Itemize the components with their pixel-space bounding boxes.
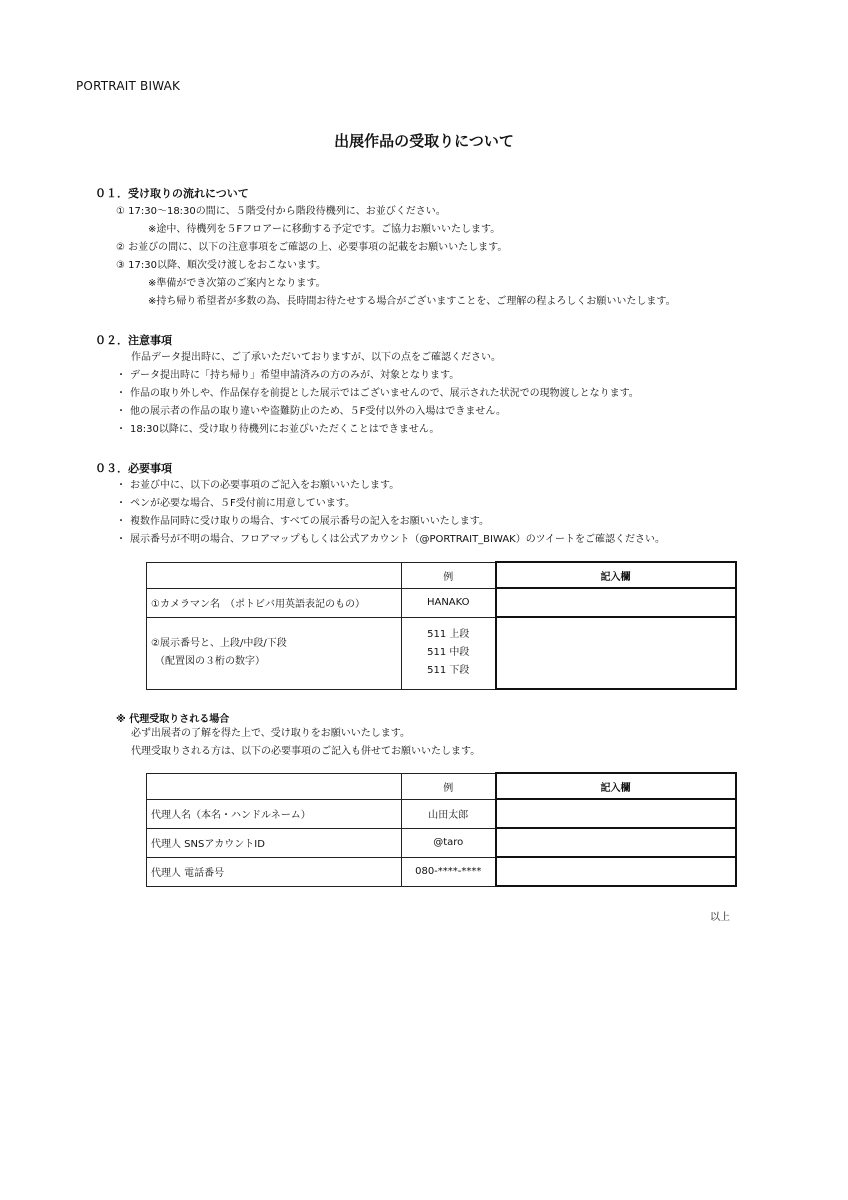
table-header-entry: 記入欄 (496, 773, 736, 799)
example-exhibit-number: 511 上段 511 中段 511 下段 (402, 617, 496, 689)
entry-field-photographer-name[interactable] (496, 588, 736, 617)
row-label-proxy-name: 代理人名（本名・ハンドルネーム） (147, 799, 402, 828)
table-header-blank (147, 562, 402, 588)
bullet: ・ (116, 480, 126, 491)
section1-note-2: ※準備ができ次第のご案内となります。 (148, 278, 326, 289)
bullet: ・ (116, 370, 126, 381)
row-label-photographer-name: ①カメラマン名 （ポトビバ用英語表記のもの） (147, 588, 402, 617)
section3-heading: ０３．必要事項 (95, 462, 172, 475)
table-header-example: 例 (402, 773, 496, 799)
example-proxy-sns: @taro (402, 828, 496, 857)
section1-item-3: ③ 17:30以降、順次受け渡しをおこないます。 (116, 260, 327, 271)
entry-table-proxy (146, 772, 737, 887)
section1-item-1: ① 17:30〜18:30の間に、５階受付から階段待機列に、お並びください。 (116, 206, 446, 217)
proxy-line-1: 必ず出展者の了解を得た上で、受け取りをお願いいたします。 (131, 728, 410, 739)
bullet: ・ (116, 406, 126, 417)
section2-item-1: ・ データ提出時に「持ち帰り」希望申請済みの方のみが、対象となります。 (116, 370, 460, 381)
section3-item-2: ・ ペンが必要な場合、５F受付前に用意しています。 (116, 498, 355, 509)
row-label-proxy-phone: 代理人 電話番号 (147, 857, 402, 886)
table-header-example: 例 (402, 562, 496, 588)
example-proxy-phone: 080-****-**** (402, 857, 496, 886)
bullet: ・ (116, 424, 126, 435)
section2-item-3: ・ 他の展示者の作品の取り違いや盗難防止のため、５F受付以外の入場はできません。 (116, 406, 506, 417)
row-label-proxy-sns: 代理人 SNSアカウントID (147, 828, 402, 857)
entry-table-photographer (146, 561, 737, 690)
proxy-line-2: 代理受取りされる方は、以下の必要事項のご記入も併せてお願いいたします。 (131, 746, 481, 757)
entry-field-exhibit-number[interactable] (496, 617, 736, 689)
table-header-entry: 記入欄 (496, 562, 736, 588)
row-label-exhibit-number: ②展示番号と、上段/中段/下段 （配置図の３桁の数字） (147, 617, 402, 689)
section1-note-3: ※持ち帰り希望者が多数の為、長時間お待たせする場合がございますことを、ご理解の程よろしくお願いいたします。 (148, 296, 676, 307)
closing-text: 以上 (710, 912, 730, 923)
section1-item-2: ② お並びの間に、以下の注意事項をご確認の上、必要事項の記載をお願いいたします。 (116, 242, 508, 253)
bullet: ・ (116, 388, 126, 399)
entry-field-proxy-sns[interactable] (496, 828, 736, 857)
section3-item-1: ・ お並び中に、以下の必要事項のご記入をお願いいたします。 (116, 480, 400, 491)
section3-item-3: ・ 複数作品同時に受け取りの場合、すべての展示番号の記入をお願いいたします。 (116, 516, 489, 527)
section2-item-2: ・ 作品の取り外しや、作品保存を前提とした展示ではございませんので、展示された状況での現物渡しとなります。 (116, 388, 639, 399)
section2-item-4: ・ 18:30以降に、受け取り待機列にお並びいただくことはできません。 (116, 424, 440, 435)
table-header-blank (147, 773, 402, 799)
page-title: 出展作品の受取りについて (334, 132, 514, 150)
bullet: ・ (116, 516, 126, 527)
section2-heading: ０２．注意事項 (95, 334, 172, 347)
section1-heading: ０１．受け取りの流れについて (95, 187, 249, 200)
entry-field-proxy-name[interactable] (496, 799, 736, 828)
bullet: ・ (116, 534, 126, 545)
section1-note-1: ※途中、待機列を５Fフロアーに移動する予定です。ご協力お願いいたします。 (148, 224, 501, 235)
proxy-heading: ※ 代理受取りされる場合 (116, 714, 230, 725)
entry-field-proxy-phone[interactable] (496, 857, 736, 886)
example-photographer-name: HANAKO (402, 588, 496, 617)
bullet: ・ (116, 498, 126, 509)
section3-item-4: ・ 展示番号が不明の場合、フロアマップもしくは公式アカウント（@PORTRAIT_BIWAK）のツイートをご確認ください。 (116, 534, 666, 545)
section2-intro: 作品データ提出時に、ご了承いただいておりますが、以下の点をご確認ください。 (131, 352, 501, 363)
organization-name: PORTRAIT BIWAK (76, 79, 181, 93)
example-proxy-name: 山田太郎 (402, 799, 496, 828)
